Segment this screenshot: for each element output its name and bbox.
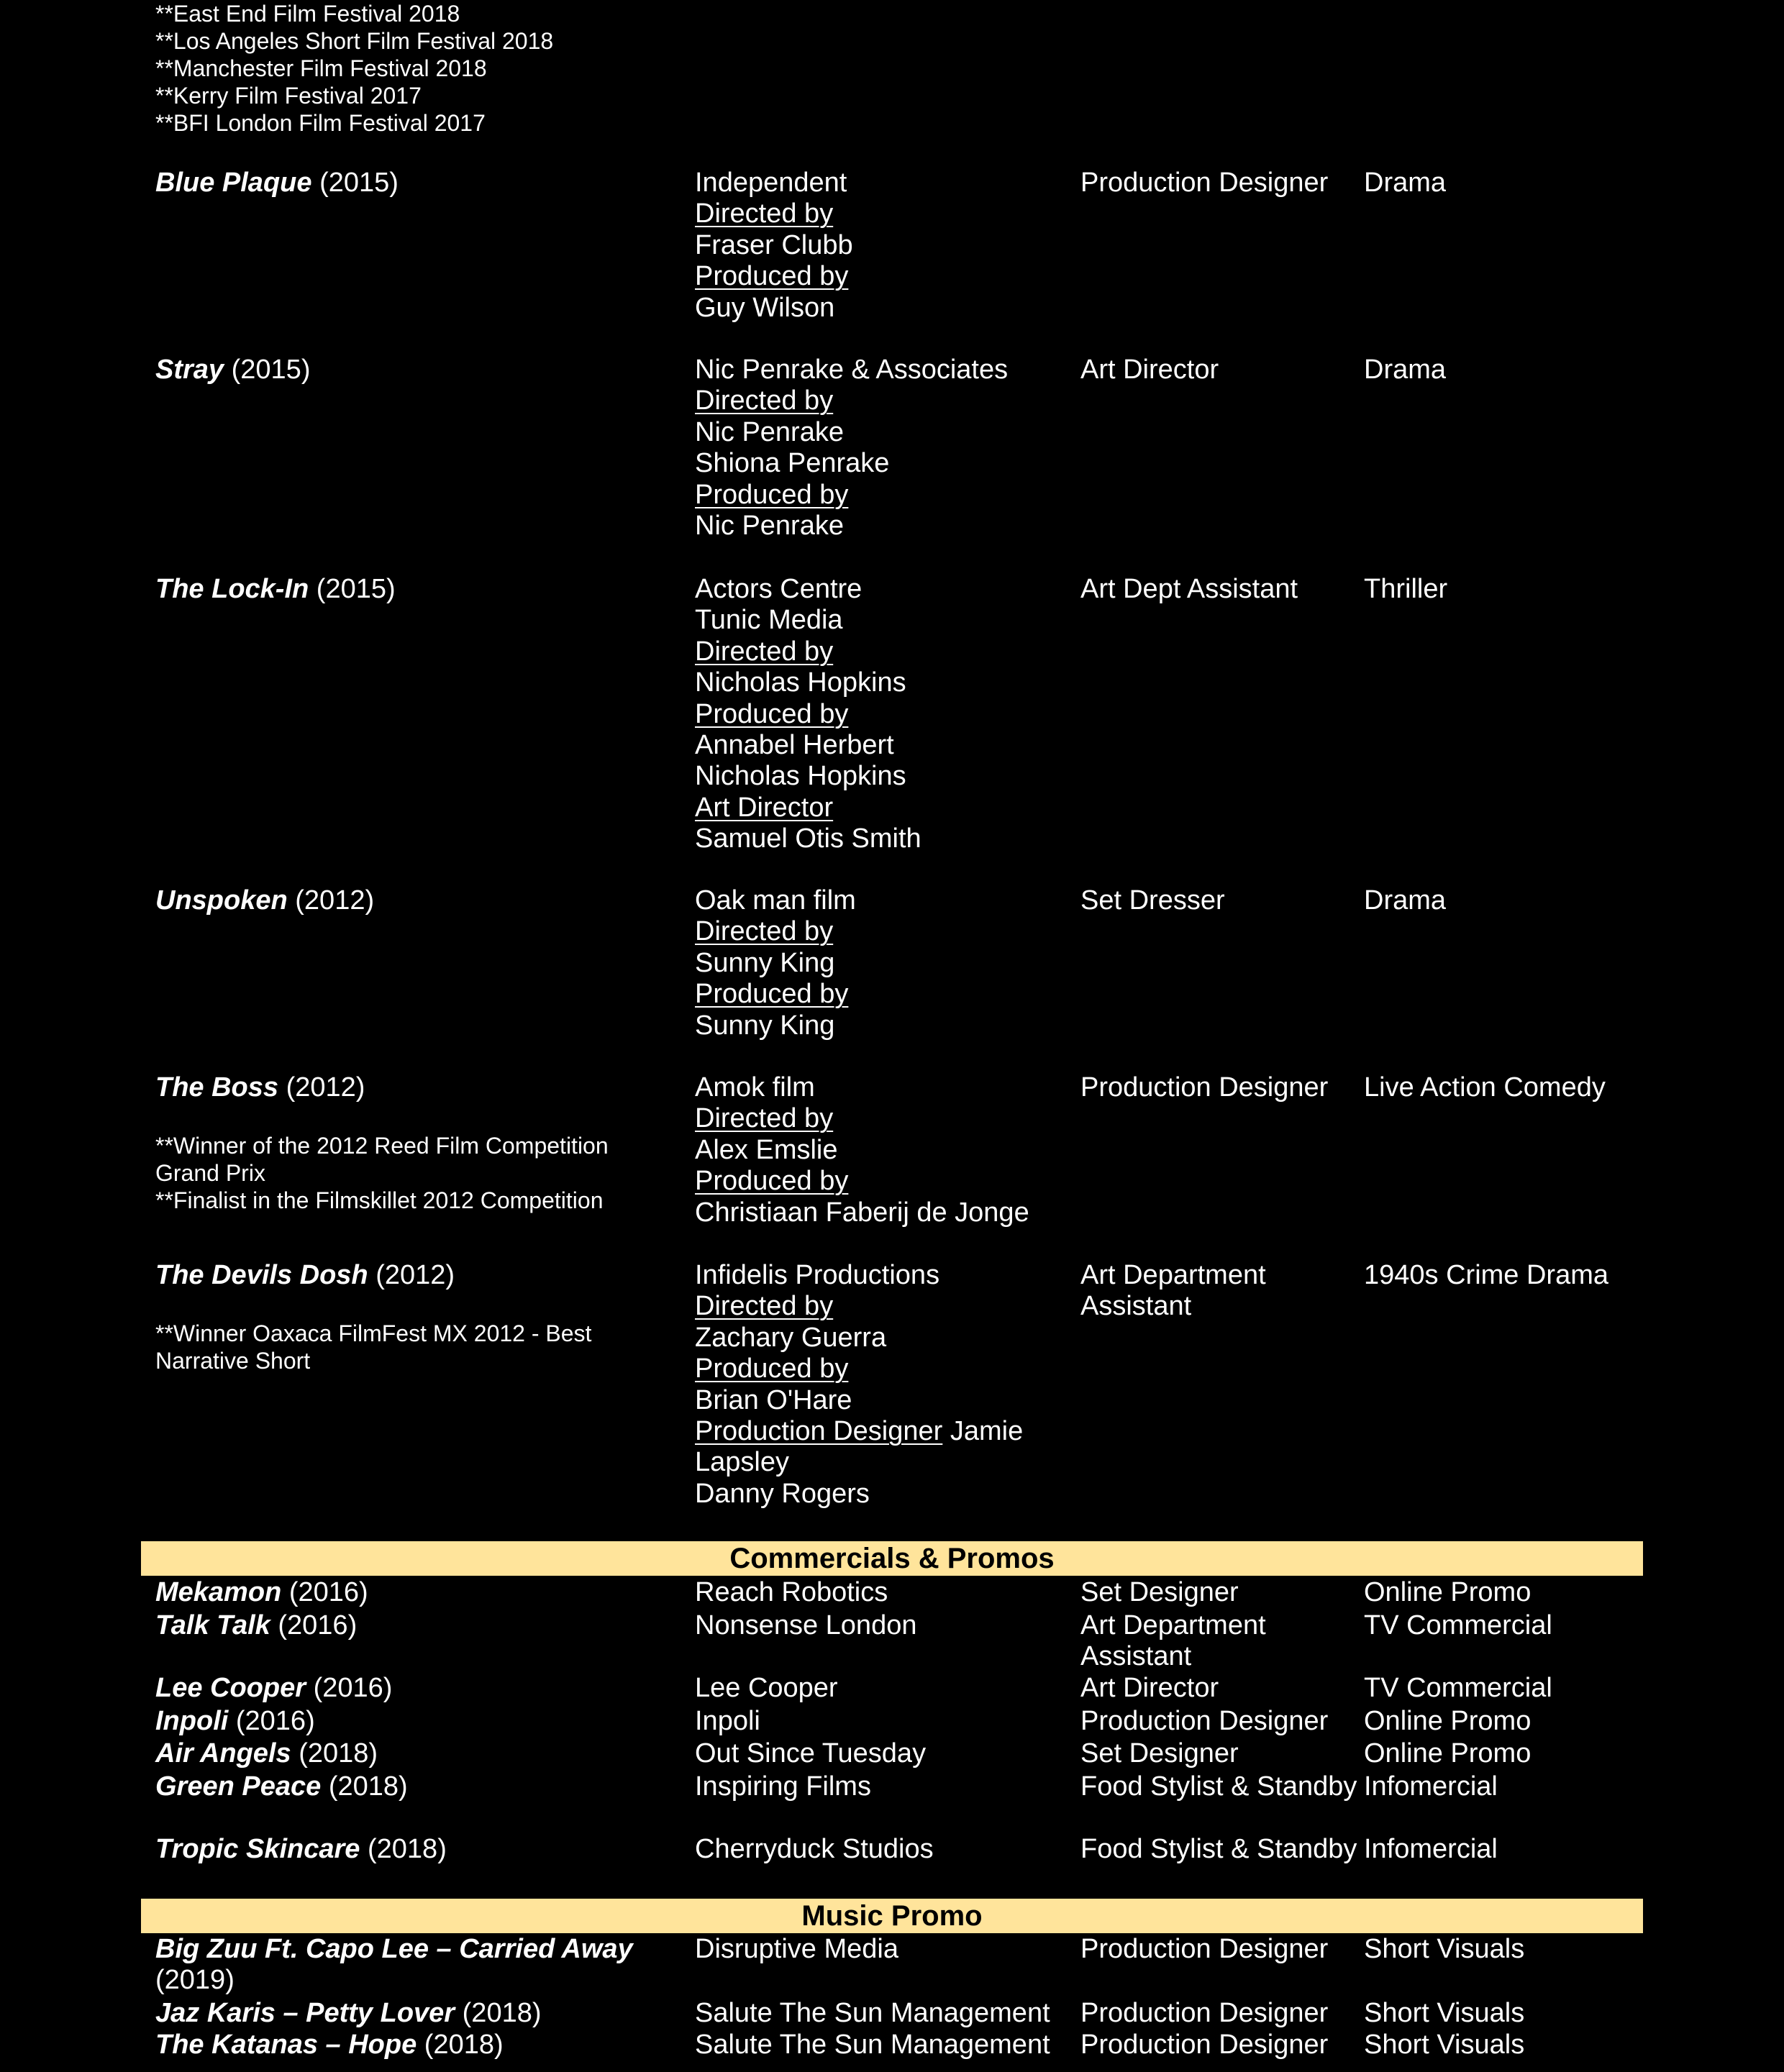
- film-title-cell: [155, 574, 681, 605]
- credit-name: Shiona Penrake: [695, 448, 890, 479]
- credit-name: Samuel Otis Smith: [695, 823, 921, 854]
- credit-name: Nic Penrake: [695, 416, 844, 447]
- project-year: (2016): [278, 1610, 358, 1640]
- project-year: (2018): [299, 1738, 378, 1768]
- company-name: Nic Penrake & Associates: [695, 355, 1009, 385]
- project-type: Online Promo: [1364, 1706, 1532, 1736]
- film-year: (2012): [295, 885, 375, 916]
- film-title: Unspoken: [155, 885, 288, 916]
- film-title: The Boss: [155, 1072, 279, 1103]
- project-title: Mekamon: [155, 1577, 282, 1607]
- credit-name: Danny Rogers: [695, 1478, 870, 1509]
- project-title: Air Angels: [155, 1738, 291, 1768]
- project-role: Production Designer: [1080, 1998, 1329, 2028]
- project-year: (2016): [235, 1706, 315, 1736]
- film-role: Set Dresser: [1080, 885, 1225, 916]
- project-title: The Katanas – Hope: [155, 2030, 417, 2060]
- film-role: Art Department Assistant: [1080, 1260, 1266, 1322]
- project-type: Short Visuals: [1364, 1998, 1525, 2028]
- film-year: (2012): [376, 1260, 455, 1290]
- credit-name: Lapsley: [695, 1447, 789, 1478]
- credit-label: Directed by: [695, 916, 834, 947]
- film-credits-cell: [695, 1072, 1076, 1228]
- project-type: Online Promo: [1364, 1738, 1532, 1768]
- credit-name: Annabel Herbert: [695, 730, 894, 761]
- credit-name: Brian O'Hare: [695, 1384, 852, 1415]
- festival-item: **East End Film Festival 2018: [155, 1, 460, 27]
- project-title: Tropic Skincare: [155, 1834, 360, 1864]
- company-name: Amok film: [695, 1072, 815, 1103]
- project-title: Lee Cooper: [155, 1673, 306, 1703]
- credit-label: Produced by: [695, 698, 849, 729]
- credit-label: Art Director: [695, 792, 834, 823]
- project-company: Disruptive Media: [695, 1934, 898, 1964]
- credit-label: Directed by: [695, 198, 834, 229]
- company-name: Actors Centre: [695, 574, 863, 604]
- project-role: Art Department Assistant: [1080, 1610, 1266, 1672]
- film-role: Production Designer: [1080, 1072, 1329, 1103]
- project-type: Short Visuals: [1364, 1934, 1525, 1964]
- credit-label: Directed by: [695, 385, 834, 416]
- company-name: Infidelis Productions: [695, 1260, 940, 1290]
- project-role: Food Stylist & Standby: [1080, 1771, 1357, 1802]
- project-year: (2019): [155, 1965, 235, 1996]
- film-title: Blue Plaque: [155, 168, 312, 198]
- project-type: Infomercial: [1364, 1771, 1498, 1802]
- film-title-cell: [155, 355, 681, 385]
- project-role: Art Director: [1080, 1673, 1219, 1703]
- project-title: Talk Talk: [155, 1610, 270, 1640]
- credit-label: Directed by: [695, 636, 834, 667]
- film-credits-cell: [695, 1260, 1076, 1510]
- project-type: TV Commercial: [1364, 1610, 1552, 1640]
- project-year: (2018): [424, 2030, 504, 2060]
- credit-label: Produced by: [695, 1354, 849, 1384]
- credit-label: Production Designer: [695, 1416, 943, 1447]
- credit-label: Directed by: [695, 1103, 834, 1134]
- project-company: Reach Robotics: [695, 1577, 888, 1607]
- festival-item: **Los Angeles Short Film Festival 2018: [155, 28, 554, 54]
- film-genre: 1940s Crime Drama: [1364, 1260, 1608, 1290]
- credit-name: Christiaan Faberij de Jonge: [695, 1197, 1029, 1228]
- award-note: **Winner Oaxaca FilmFest MX 2012 - Best Narrative Short: [155, 1320, 592, 1374]
- project-type: Online Promo: [1364, 1577, 1532, 1607]
- film-credits-cell: [695, 574, 1076, 855]
- project-role: Production Designer: [1080, 1706, 1329, 1736]
- film-genre: Thriller: [1364, 574, 1448, 604]
- credit-name: Guy Wilson: [695, 292, 835, 323]
- company-name: Tunic Media: [695, 605, 843, 636]
- company-name: Oak man film: [695, 885, 856, 916]
- project-year: (2018): [462, 1998, 542, 2028]
- film-year: (2012): [286, 1072, 365, 1103]
- credit-name: Nicholas Hopkins: [695, 667, 906, 698]
- film-title-cell: [155, 885, 681, 916]
- credit-label: Produced by: [695, 261, 849, 292]
- credit-label: Produced by: [695, 479, 849, 510]
- project-year: (2018): [328, 1771, 408, 1802]
- project-type: TV Commercial: [1364, 1673, 1552, 1703]
- credit-name: Sunny King: [695, 1010, 835, 1041]
- award-note: **Winner of the 2012 Reed Film Competition Grand Prix: [155, 1133, 609, 1187]
- film-role: Art Director: [1080, 355, 1219, 385]
- film-genre: Drama: [1364, 885, 1447, 916]
- film-role: Production Designer: [1080, 168, 1329, 198]
- award-note: **Finalist in the Filmskillet 2012 Competition: [155, 1187, 604, 1214]
- film-credits-cell: [695, 355, 1076, 542]
- project-title: Big Zuu Ft. Capo Lee – Carried Away: [155, 1934, 633, 1964]
- film-role: Art Dept Assistant: [1080, 574, 1298, 604]
- film-genre: Drama: [1364, 355, 1447, 385]
- credit-name: Sunny King: [695, 947, 835, 978]
- project-title: Inpoli: [155, 1706, 229, 1736]
- project-company: Out Since Tuesday: [695, 1738, 927, 1768]
- film-title-cell: [155, 1260, 681, 1374]
- film-title: The Lock-In: [155, 574, 309, 604]
- credit-name: Alex Emslie: [695, 1134, 838, 1165]
- film-year: (2015): [316, 574, 396, 604]
- project-company: Nonsense London: [695, 1610, 917, 1640]
- project-title: Jaz Karis – Petty Lover: [155, 1998, 455, 2028]
- festival-item: **BFI London Film Festival 2017: [155, 110, 486, 136]
- project-year: (2016): [313, 1673, 393, 1703]
- film-title: The Devils Dosh: [155, 1260, 368, 1290]
- film-genre: Live Action Comedy: [1364, 1072, 1606, 1103]
- project-role: Production Designer: [1080, 2030, 1329, 2060]
- film-year: (2015): [319, 168, 399, 198]
- festival-list: [155, 0, 553, 137]
- project-title: Green Peace: [155, 1771, 322, 1802]
- project-role: Set Designer: [1080, 1738, 1239, 1768]
- project-company: Inspiring Films: [695, 1771, 871, 1802]
- credit-label: Produced by: [695, 1166, 849, 1197]
- film-title-cell: [155, 1072, 681, 1214]
- film-credits-cell: [695, 168, 1076, 324]
- project-role: Food Stylist & Standby: [1080, 1834, 1357, 1864]
- project-type: Short Visuals: [1364, 2030, 1525, 2060]
- festival-item: **Kerry Film Festival 2017: [155, 83, 422, 109]
- credit-name: Jamie: [942, 1416, 1024, 1447]
- credit-name: Zachary Guerra: [695, 1322, 887, 1353]
- festival-item: **Manchester Film Festival 2018: [155, 55, 487, 81]
- credit-name: Nic Penrake: [695, 511, 844, 542]
- project-year: (2018): [368, 1834, 447, 1864]
- project-role: Production Designer: [1080, 1934, 1329, 1964]
- credit-name: Fraser Clubb: [695, 229, 853, 260]
- project-type: Infomercial: [1364, 1834, 1498, 1864]
- project-company: Lee Cooper: [695, 1673, 838, 1703]
- project-company: Inpoli: [695, 1706, 760, 1736]
- company-name: Independent: [695, 168, 847, 198]
- project-company: Salute The Sun Management: [695, 1998, 1050, 2028]
- film-genre: Drama: [1364, 168, 1447, 198]
- section-heading-commercials: Commercials & Promos: [141, 1541, 1643, 1576]
- credit-name: Nicholas Hopkins: [695, 761, 906, 792]
- project-company: Cherryduck Studios: [695, 1834, 934, 1864]
- credit-label: Directed by: [695, 1291, 834, 1322]
- film-credits-cell: [695, 885, 1076, 1041]
- film-title-cell: [155, 168, 681, 198]
- film-year: (2015): [231, 355, 311, 385]
- section-heading-music: Music Promo: [141, 1899, 1643, 1933]
- project-year: (2016): [288, 1577, 368, 1607]
- project-company: Salute The Sun Management: [695, 2030, 1050, 2060]
- film-title: Stray: [155, 355, 224, 385]
- project-role: Set Designer: [1080, 1577, 1239, 1607]
- credit-label: Produced by: [695, 979, 849, 1010]
